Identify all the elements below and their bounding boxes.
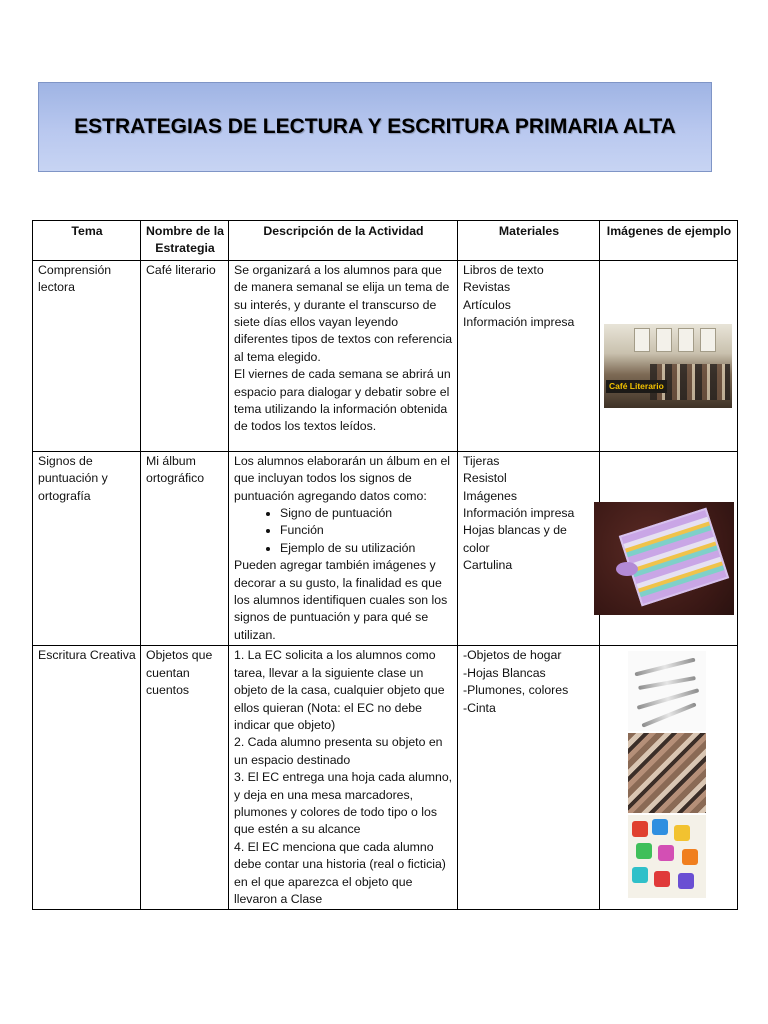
descripcion-paragraph: 4. El EC menciona que cada alumno debe contar una historia (real o ficticia) en el que aparezca el objeto que llevaron a Clase: [234, 839, 446, 906]
material-item: Tijeras: [463, 453, 500, 468]
descripcion-paragraph: Pueden agregar también imágenes y decorar a su gusto, la finalidad es que los alumnos identifiquen cuales son los signos de puntuación y para qué se utilizan.: [234, 558, 448, 642]
materiales-cell: [458, 451, 600, 645]
strategies-table: [32, 220, 738, 910]
list-item: • Ejemplo de su utilización: [280, 540, 453, 557]
toys-photo: [628, 815, 706, 898]
material-item: Resistol: [463, 471, 507, 486]
shoes-photo: [628, 733, 706, 813]
descripcion-paragraph: 2. Cada alumno presenta su objeto en un espacio destinado: [234, 735, 443, 767]
material-item: Información impresa: [463, 315, 575, 330]
header-estrategia: Nombre de la Estrategia: [141, 221, 229, 261]
tema-cell: Comprensión lectora: [33, 260, 141, 451]
material-item: Hojas blancas y de color: [463, 523, 567, 555]
header-materiales: Materiales: [458, 221, 600, 261]
material-item: -Plumones, colores: [463, 683, 569, 698]
household-objects-photo: [628, 651, 706, 898]
descripcion-paragraph: 3. El EC entrega una hoja cada alumno, y deja en una mesa marcadores, plumones y colores de todo tipo o los que estén a su alcance: [234, 770, 453, 837]
header-tema: Tema: [33, 221, 141, 261]
cutlery-photo: [628, 651, 706, 731]
title-banner: [38, 82, 712, 172]
descripcion-paragraph: 1. La EC solicita a los alumnos como tarea, llevar a la siguiente clase un objeto de la casa, cualquier objeto que ellos quieran (Nota: el EC no debe indicar que objeto): [234, 648, 445, 732]
material-item: -Cinta: [463, 700, 496, 715]
material-item: -Hojas Blancas: [463, 665, 546, 680]
list-item: • Función: [280, 522, 453, 539]
estrategia-cell: Café literario: [141, 260, 229, 451]
descripcion-cell: [229, 451, 458, 645]
header-imagenes: Imágenes de ejemplo: [600, 221, 738, 261]
material-item: Cartulina: [463, 558, 513, 573]
material-item: Libros de texto: [463, 262, 544, 277]
materiales-cell: [458, 646, 600, 910]
tema-cell: Escritura Creativa: [33, 646, 141, 910]
cafe-sign: Café Literario: [606, 380, 667, 393]
descripcion-cell: [229, 646, 458, 910]
descripcion-paragraph: El viernes de cada semana se abrirá un espacio para dialogar y debatir sobre el tema utilizando la información obtenida de todos los textos leídos.: [234, 367, 451, 434]
material-item: Información impresa: [463, 506, 575, 521]
datos-list: [234, 505, 453, 557]
estrategia-cell: Objetos que cuentan cuentos: [141, 646, 229, 910]
descripcion-paragraph: Se organizará a los alumnos para que de manera semanal se elija un tema de su interés, y durante el transcurso de siete días ellos vayan leyendo diferentes tipos de textos con referencia al tema elegido.: [234, 262, 453, 364]
table-row: [33, 646, 738, 910]
table-row: [33, 451, 738, 645]
materiales-cell: [458, 260, 600, 451]
header-descripcion: Descripción de la Actividad: [229, 221, 458, 261]
material-item: Imágenes: [463, 488, 518, 503]
descripcion-cell: [229, 260, 458, 451]
tema-cell: Signos de puntuación y ortografía: [33, 451, 141, 645]
imagen-cell: [600, 260, 738, 451]
material-item: Artículos: [463, 297, 511, 312]
estrategia-cell: Mi álbum ortográfico: [141, 451, 229, 645]
material-item: Revistas: [463, 280, 511, 295]
list-item: • Signo de puntuación: [280, 505, 453, 522]
cafe-literario-photo: [604, 324, 732, 408]
descripcion-paragraph: Los alumnos elaborarán un álbum en el que incluyan todos los signos de puntuación agregando datos como:: [234, 453, 451, 503]
imagen-cell: [600, 646, 738, 910]
imagen-cell: [600, 451, 738, 645]
table-header-row: [33, 221, 738, 261]
album-photo: [594, 502, 734, 615]
table-row: [33, 260, 738, 451]
material-item: -Objetos de hogar: [463, 648, 562, 663]
page-title: ESTRATEGIAS DE LECTURA Y ESCRITURA PRIMARIA ALTA: [74, 115, 676, 138]
